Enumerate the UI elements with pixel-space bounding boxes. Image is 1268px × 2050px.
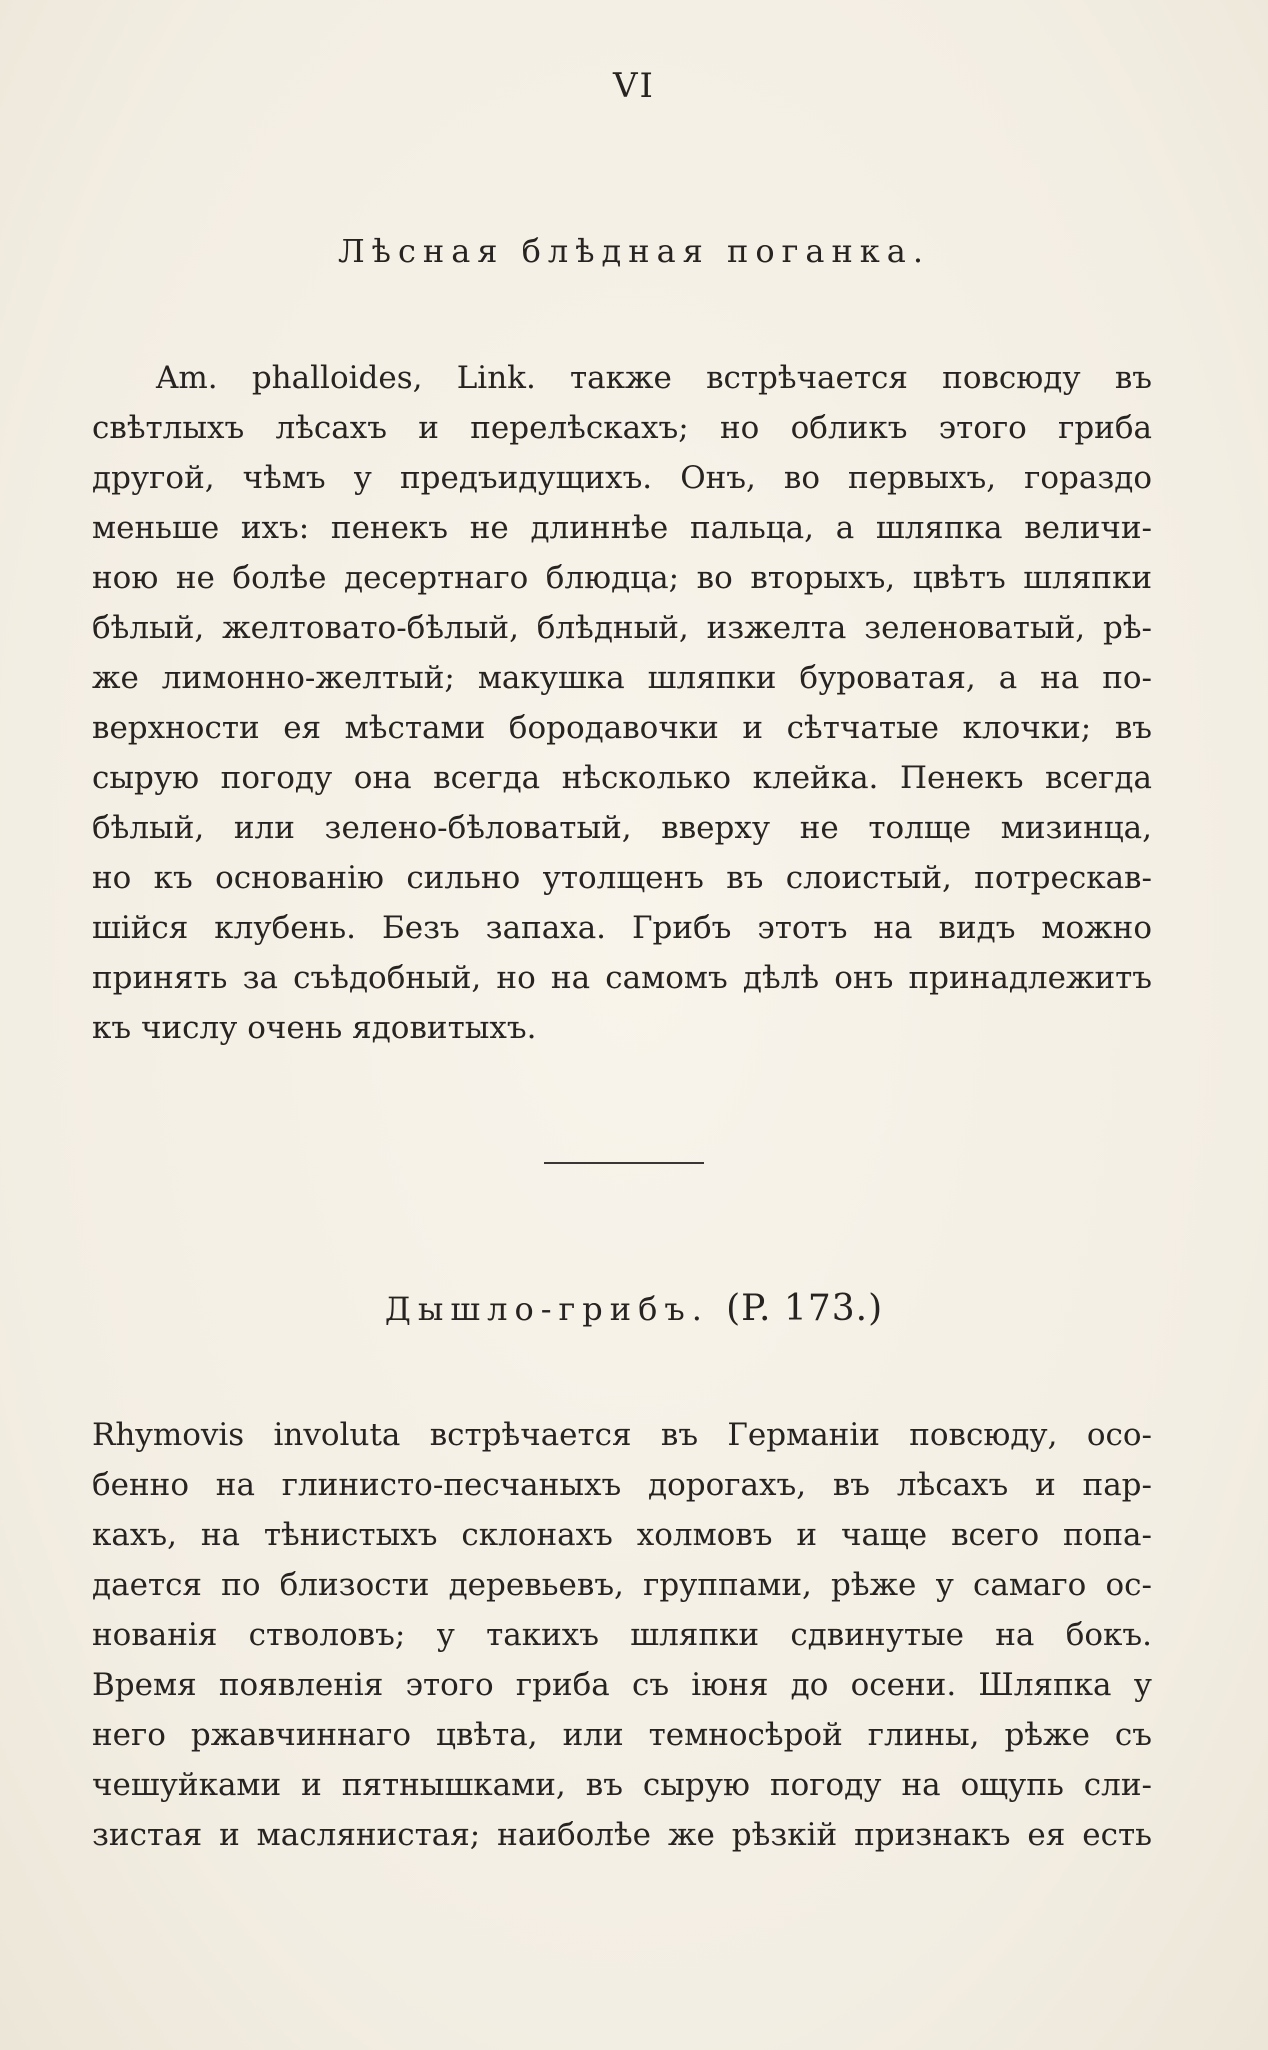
- section-heading-dyshlo-grib: [0, 1288, 1268, 1329]
- text-line: нованія стволовъ; у такихъ шляпки сдвинутые на бокъ.: [92, 1617, 1152, 1653]
- text-line: бѣлый, или зелено-бѣловатый, вверху не толще мизинца,: [92, 810, 1152, 846]
- figure-reference: (P. 173.): [726, 1288, 884, 1329]
- section-heading-text: Лѣсная блѣдная поганка.: [337, 232, 931, 270]
- text-line: принять за съѣдобный, но на самомъ дѣлѣ онъ принадлежитъ: [92, 960, 1152, 996]
- text-line: меньше ихъ: пенекъ не длиннѣе пальца, а шляпка величи-: [92, 510, 1152, 546]
- page-number: VI: [613, 66, 655, 106]
- text-line: бѣлый, желтовато-бѣлый, блѣдный, изжелта зеленоватый, рѣ-: [92, 610, 1152, 646]
- section-divider: [544, 1162, 704, 1164]
- text-line: Rhymovis involuta встрѣчается въ Германіи повсюду, осо-: [92, 1417, 1152, 1453]
- paragraph-dyshlo-grib: [92, 1410, 1152, 1860]
- text-line: сырую погоду она всегда нѣсколько клейка. Пенекъ всегда: [92, 760, 1152, 796]
- section-heading-text: Дышло-грибъ.: [384, 1290, 709, 1328]
- text-line: свѣтлыхъ лѣсахъ и перелѣскахъ; но обликъ этого гриба: [92, 410, 1152, 446]
- text-line: къ числу очень ядовитыхъ.: [92, 1010, 537, 1046]
- text-line: же лимонно-желтый; макушка шляпки буроватая, а на по-: [92, 660, 1152, 696]
- text-line: чешуйками и пятнышками, въ сырую погоду на ощупь сли-: [92, 1767, 1152, 1803]
- text-line: Am. phalloides, Link. также встрѣчается повсюду въ: [156, 360, 1152, 396]
- text-line: верхности ея мѣстами бородавочки и сѣтчатые клочки; въ: [92, 710, 1152, 746]
- text-line: шійся клубень. Безъ запаха. Грибъ этотъ на видъ можно: [92, 910, 1152, 946]
- section-heading-pale-toadstool: [0, 232, 1268, 270]
- text-line: кахъ, на тѣнистыхъ склонахъ холмовъ и чаще всего попа-: [92, 1517, 1152, 1553]
- text-line: Время появленія этого гриба съ іюня до осени. Шляпка у: [92, 1667, 1152, 1703]
- paragraph-pale-toadstool: [92, 353, 1152, 1053]
- text-line: зистая и маслянистая; наиболѣе же рѣзкій признакъ ея есть: [92, 1817, 1152, 1853]
- text-line: другой, чѣмъ у предъидущихъ. Онъ, во первыхъ, гораздо: [92, 460, 1152, 496]
- text-line: дается по близости деревьевъ, группами, рѣже у самаго ос-: [92, 1567, 1152, 1603]
- text-line: него ржавчиннаго цвѣта, или темносѣрой глины, рѣже съ: [92, 1717, 1152, 1753]
- text-line: бенно на глинисто-песчаныхъ дорогахъ, въ лѣсахъ и пар-: [92, 1467, 1152, 1503]
- text-line: но къ основанію сильно утолщенъ въ слоистый, потрескав-: [92, 860, 1152, 896]
- text-line: ною не болѣе десертнаго блюдца; во вторыхъ, цвѣтъ шляпки: [92, 560, 1152, 596]
